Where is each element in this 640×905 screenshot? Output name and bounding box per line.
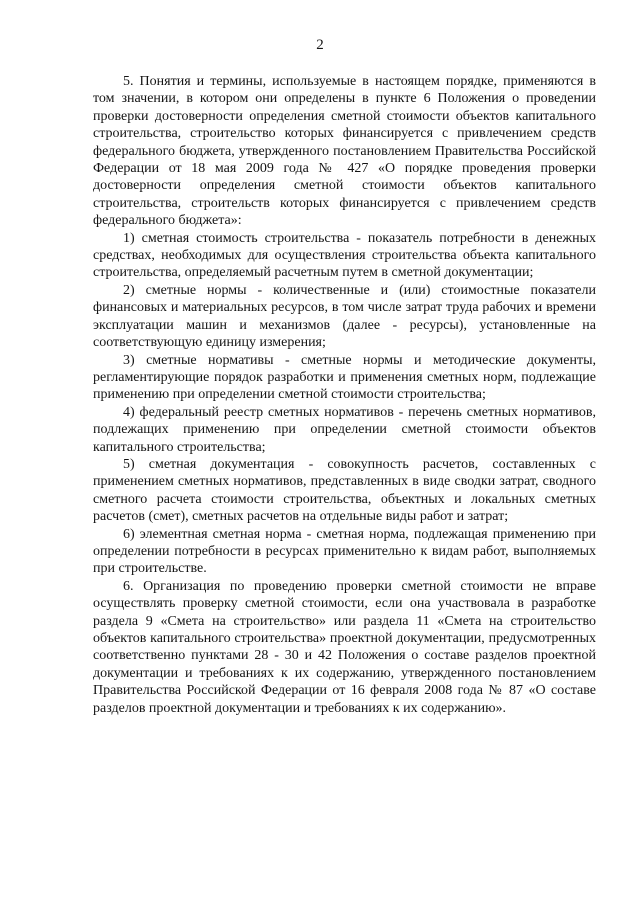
definition-estimate-standards: 3) сметные нормативы - сметные нормы и методические документы, регламентирующие порядок разработки и применения сметных норм, подлежащие применению при определении сметной стоимости строительства; [93, 352, 596, 403]
document-body [93, 73, 596, 717]
paragraph-item-6: 6. Организация по проведению проверки сметной стоимости не вправе осуществлять проверку сметной стоимости, если она участвовала в разработке раздела 9 «Смета на строительство» или раздела 11 «Смета на строительство объектов капитального строительства» проектной документации, предусмотренных соответственно пунктами 28 - 30 и 42 Положения о составе разделов проектной документации и требованиях к их содержанию, утвержденного постановлением Правительства Российской Федерации от 16 февраля 2008 года № 87 «О составе разделов проектной документации и требованиях к их содержанию». [93, 578, 596, 716]
definition-estimate-norms: 2) сметные нормы - количественные и (или) стоимостные показатели финансовых и материальных ресурсов, в том числе затрат труда рабочих и времени эксплуатации машин и механизмов (далее - ресурсы), установленные на соответствующую единицу измерения; [93, 282, 596, 351]
paragraph-item-5: 5. Понятия и термины, используемые в настоящем порядке, применяются в том значении, в котором они определены в пункте 6 Положения о проведении проверки достоверности определения сметной стоимости объектов капитального строительства, строительство которых финансируется с привлечением средств федерального бюджета, утвержденного постановлением Правительства Российской Федерации от 18 мая 2009 года № 427 «О порядке проведения проверки достоверности определения сметной стоимости объектов капитального строительства, строительств которых финансируется с привлечением средств федерального бюджета»: [93, 74, 596, 229]
definition-federal-register: 4) федеральный реестр сметных нормативов - перечень сметных нормативов, подлежащих применению при определении сметной стоимости объектов капитального строительства; [93, 404, 596, 455]
definition-elemental-norm: 6) элементная сметная норма - сметная норма, подлежащая применению при определении потребности в ресурсах применительно к видам работ, выполняемых при строительстве. [93, 526, 596, 577]
definition-estimated-cost: 1) сметная стоимость строительства - показатель потребности в денежных средствах, необходимых для осуществления строительства объекта капитального строительства, определяемый расчетным путем в сметной документации; [93, 230, 596, 281]
definition-estimate-documentation: 5) сметная документация - совокупность расчетов, составленных с применением сметных нормативов, представленных в виде сводки затрат, сводного сметного расчета стоимости строительства, объектных и локальных сметных расчетов (смет), сметных расчетов на отдельные виды работ и затрат; [93, 456, 596, 525]
page-number: 2 [316, 37, 324, 53]
